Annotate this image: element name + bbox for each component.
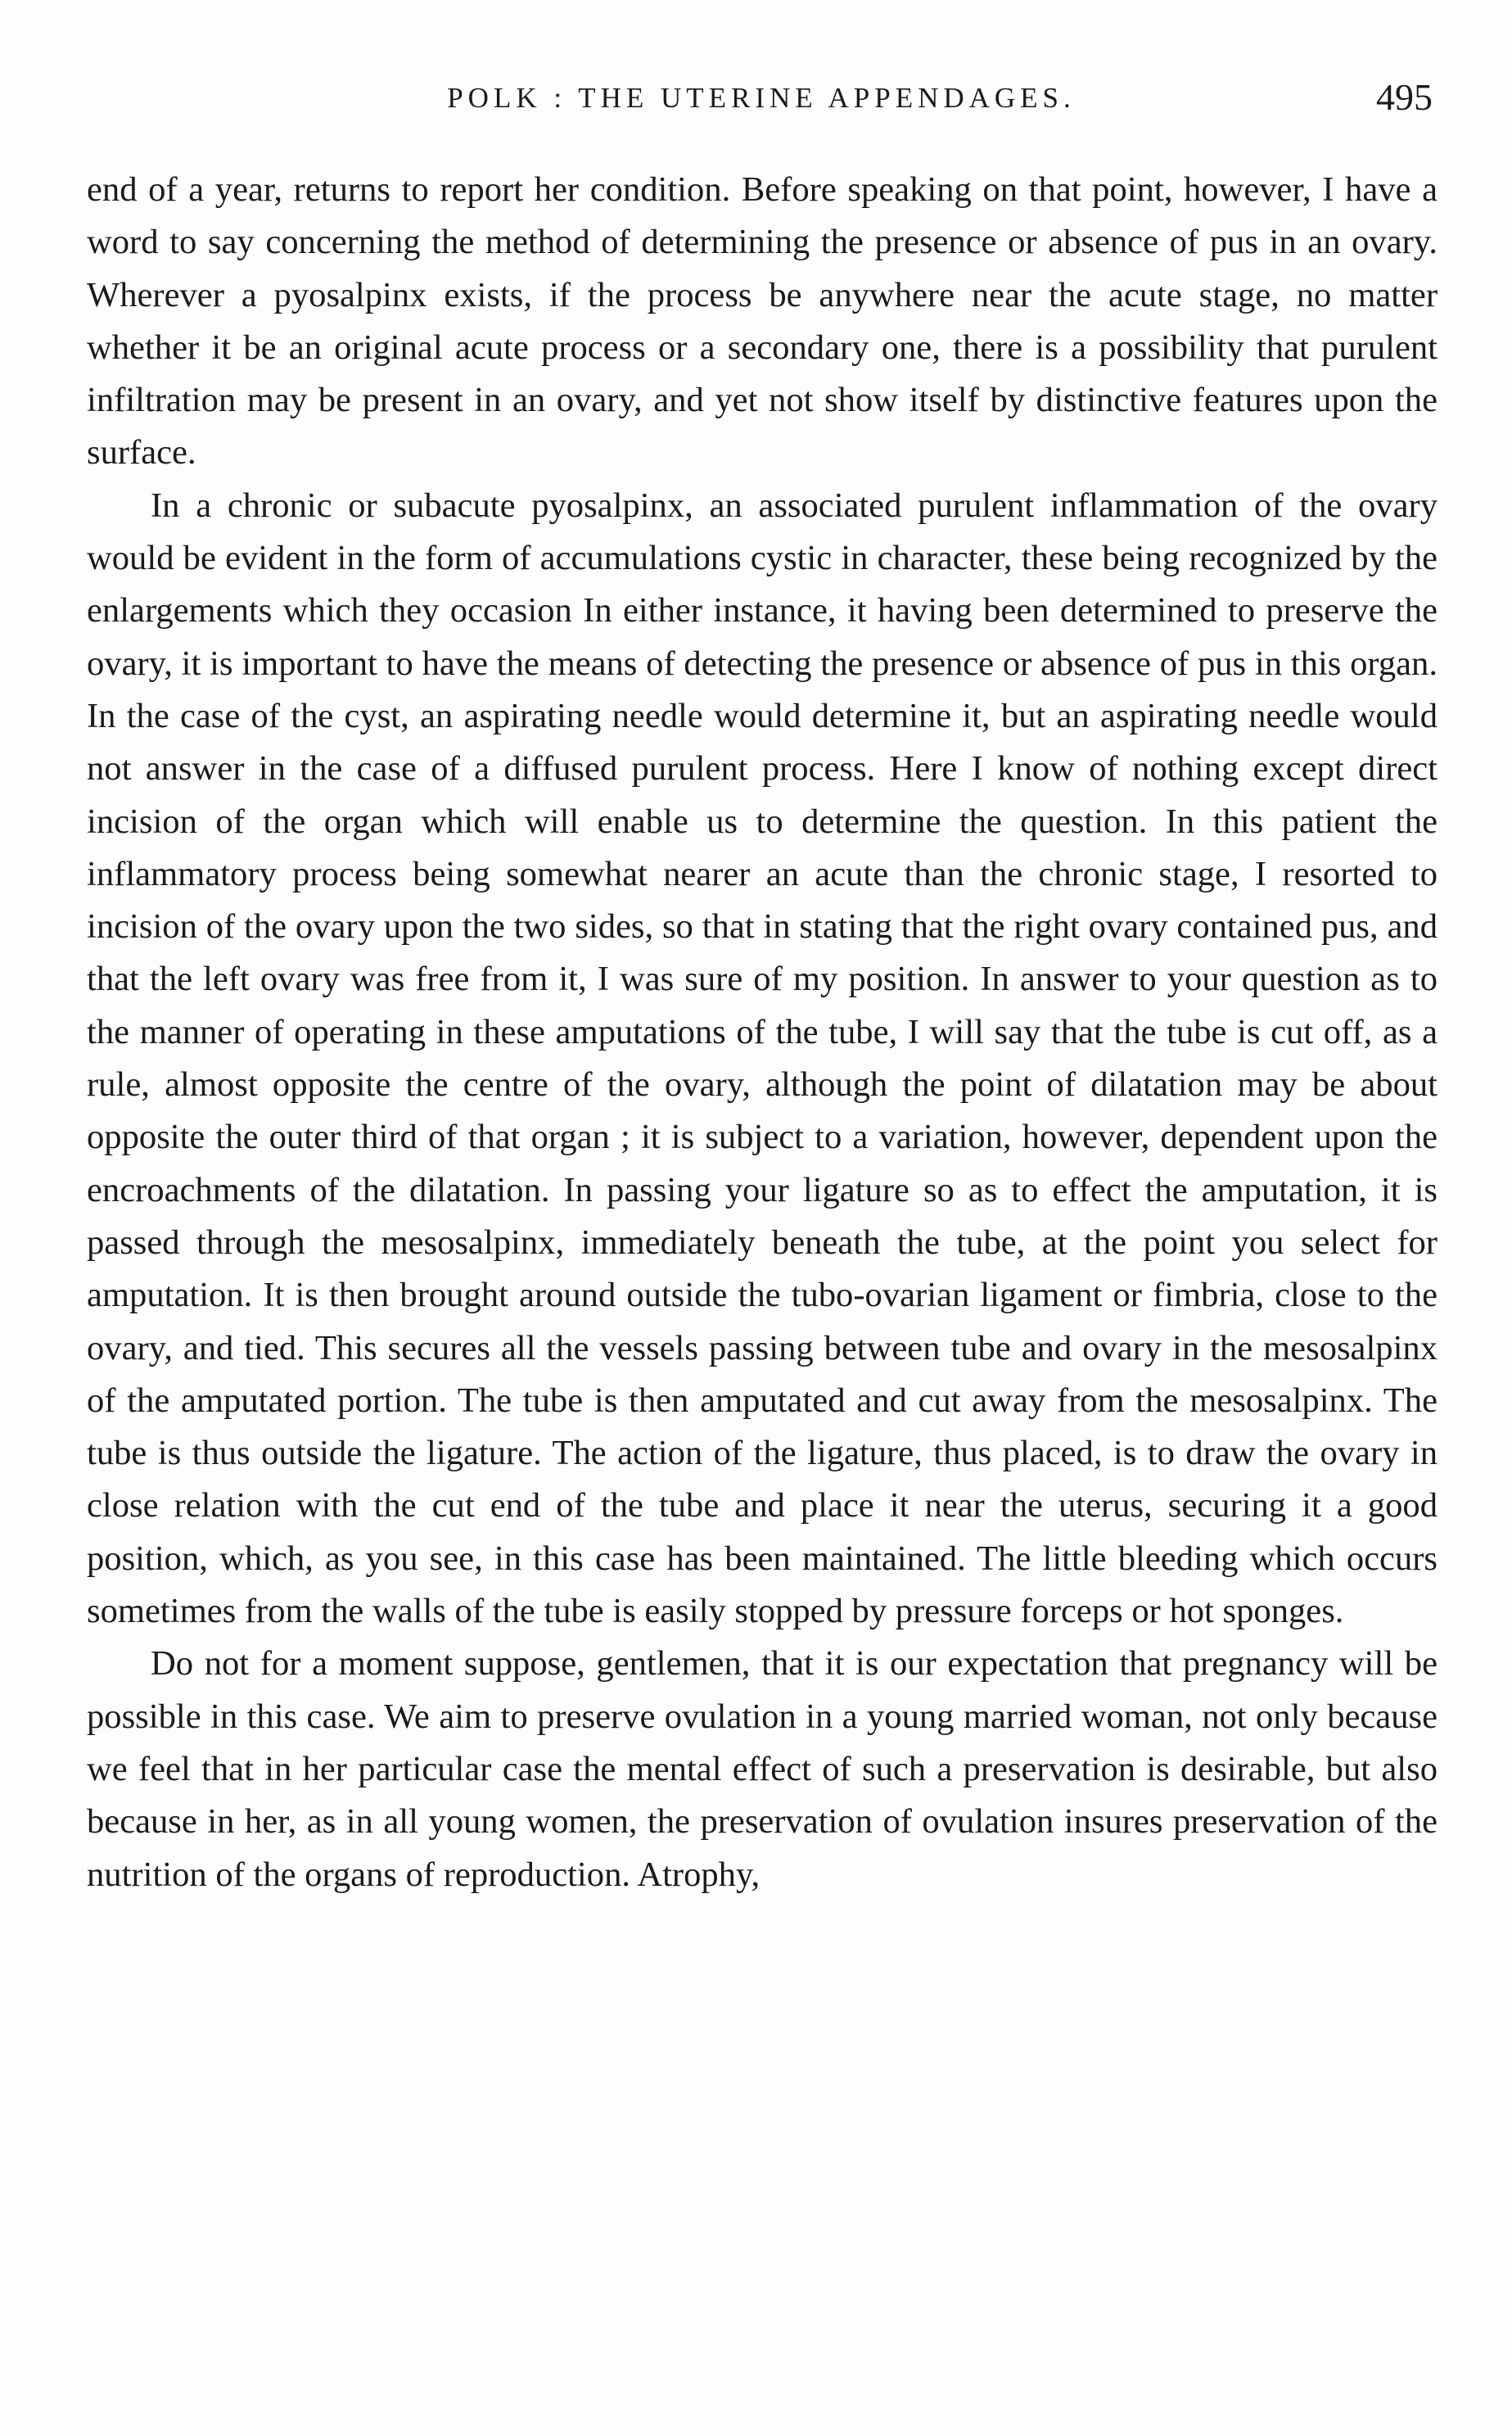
- running-head: [90, 75, 1433, 141]
- page-number: 495: [1376, 76, 1433, 118]
- paragraph: Do not for a moment suppose, gentlemen, that it is our expectation that pregnancy will be possible in this case. We aim to preserve ovulation in a young married woman, not only because we feel that in her particular case the mental effect of such a preservation is desirable, but also because in her, as in all young women, the preservation of ovulation insures preservation of the nutrition of the organs of reproduction. Atrophy,: [87, 1644, 1438, 1894]
- running-title: POLK : THE UTERINE APPENDAGES.: [447, 82, 1076, 114]
- body-text: [87, 164, 1438, 1901]
- paragraph-continued: end of a year, returns to report her condition. Before speaking on that point, however, I have a word to say concerning the method of determining the presence or absence of pus in an ovary. Wherever a pyosalpinx exists, if the process be anywhere near the acute stage, no matter whether it be an original acute process or a secondary one, there is a possibility that purulent infiltration may be present in an ovary, and yet not show itself by distinctive features upon the surface.: [87, 170, 1438, 472]
- paragraph: In a chronic or subacute pyosalpinx, an associated purulent inflammation of the ovary would be evident in the form of accumulations cystic in character, these being recognized by the enlargements which they occasion In either instance, it having been determined to preserve the ovary, it is important to have the means of detecting the presence or absence of pus in this organ. In the case of the cyst, an aspirating needle would determine it, but an aspirating needle would not answer in the case of a diffused purulent process. Here I know of nothing except direct incision of the organ which will enable us to determine the question. In this patient the inflammatory process being somewhat nearer an acute than the chronic stage, I resorted to incision of the ovary upon the two sides, so that in stating that the right ovary contained pus, and that the left ovary was free from it, I was sure of my position. In answer to your question as to the manner of operating in these amputations of the tube, I will say that the tube is cut off, as a rule, almost opposite the centre of the ovary, although the point of dilatation may be about opposite the outer third of that organ ; it is subject to a variation, however, dependent upon the encroachments of the dilatation. In passing your ligature so as to effect the amputation, it is passed through the mesosalpinx, immediately beneath the tube, at the point you select for amputation. It is then brought around outside the tubo-ovarian ligament or fimbria, close to the ovary, and tied. This secures all the vessels passing between tube and ovary in the mesosalpinx of the amputated portion. The tube is then amputated and cut away from the mesosalpinx. The tube is thus outside the ligature. The action of the ligature, thus placed, is to draw the ovary in close relation with the cut end of the tube and place it near the uterus, securing it a good position, which, as you see, in this case has been maintained. The little bleeding which occurs sometimes from the walls of the tube is easily stopped by pressure forceps or hot sponges.: [87, 486, 1438, 1631]
